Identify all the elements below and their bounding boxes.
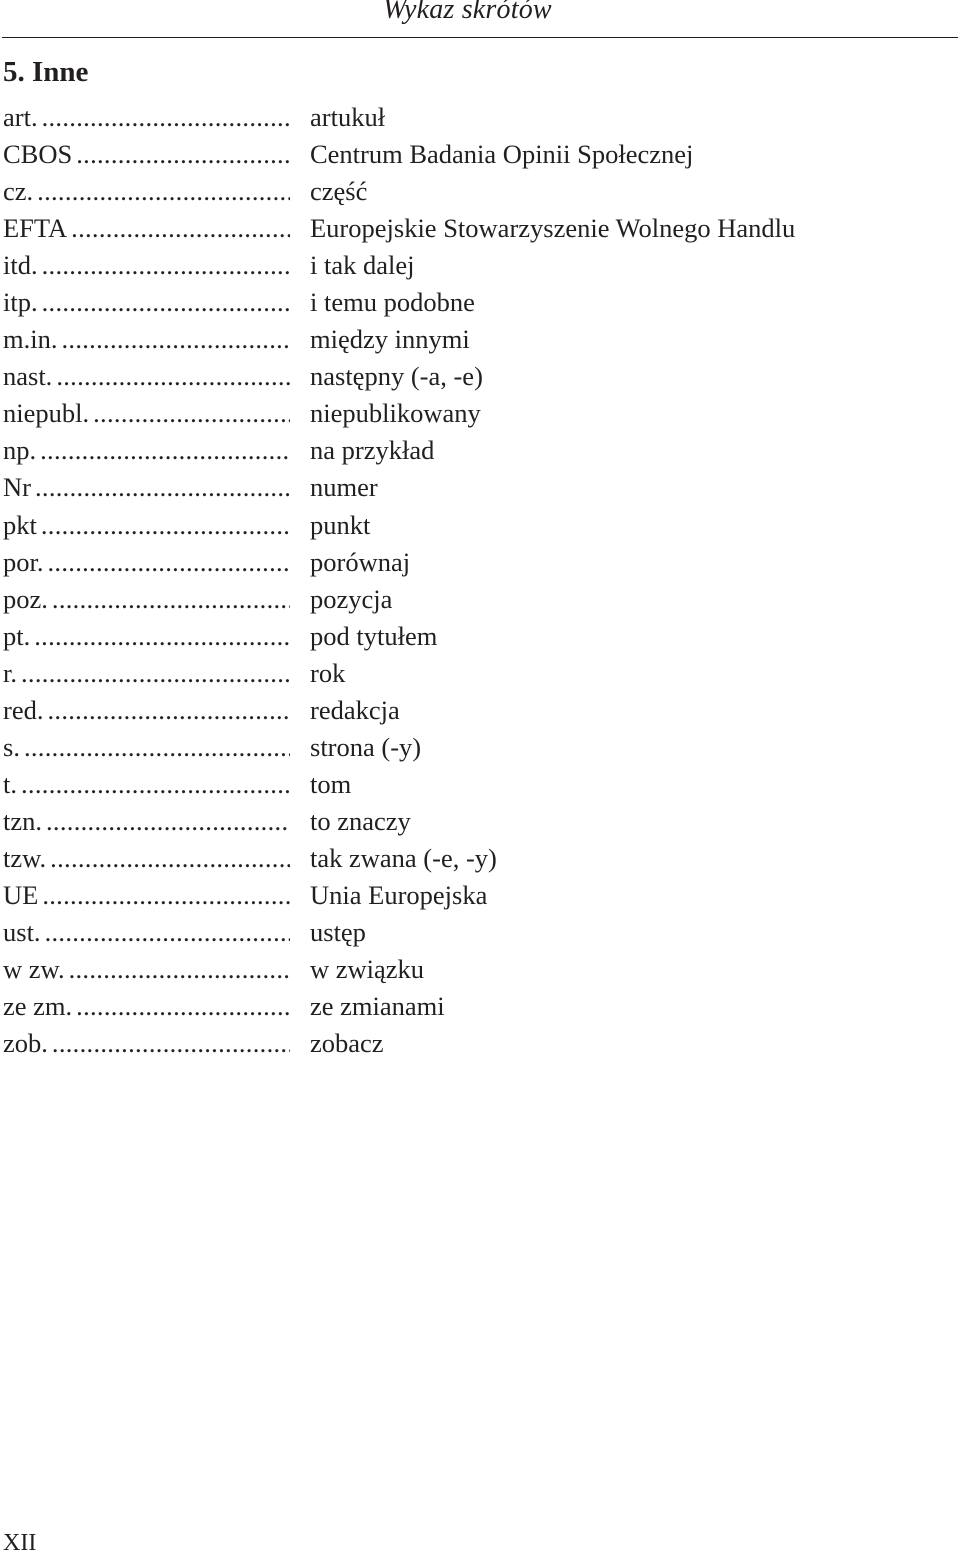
abbreviation-row <box>3 395 943 432</box>
abbreviation-meaning: w związku <box>310 954 425 985</box>
abbreviation-row <box>3 581 943 618</box>
abbreviation-list <box>3 99 943 1062</box>
page-number: XII <box>3 1530 37 1556</box>
abbreviation-meaning: i temu podobne <box>310 287 475 318</box>
abbreviation-term: ust...... <box>3 914 290 951</box>
abbreviation-term: niepubl...... <box>3 395 290 432</box>
abbreviation-row <box>3 507 943 544</box>
abbreviation-row <box>3 692 943 729</box>
abbreviation-term: w zw...... <box>3 951 290 988</box>
abbreviation-meaning: strona (-y) <box>310 731 422 762</box>
abbreviation-term: itd...... <box>3 247 290 284</box>
abbreviation-row <box>3 618 943 655</box>
abbreviation-meaning: numer <box>310 472 378 503</box>
abbreviation-meaning: pod tytułem <box>310 620 438 651</box>
abbreviation-row <box>3 173 943 210</box>
abbreviation-row <box>3 729 943 766</box>
abbreviation-row <box>3 1025 943 1062</box>
abbreviation-row <box>3 432 943 469</box>
abbreviation-term: pt...... <box>3 618 290 655</box>
section-heading: 5. Inne <box>3 56 89 88</box>
abbreviation-meaning: zobacz <box>310 1028 384 1059</box>
abbreviation-term: tzw...... <box>3 840 290 877</box>
abbreviation-meaning: część <box>310 176 368 207</box>
abbreviation-term: tzn...... <box>3 803 290 840</box>
abbreviation-meaning: redakcja <box>310 694 400 725</box>
abbreviation-row <box>3 469 943 506</box>
abbreviation-row <box>3 321 943 358</box>
abbreviation-term: UE..... <box>3 877 290 914</box>
abbreviation-meaning: ze zmianami <box>310 991 445 1022</box>
abbreviation-row <box>3 655 943 692</box>
abbreviation-term: nast...... <box>3 358 290 395</box>
abbreviation-term: itp...... <box>3 284 290 321</box>
abbreviation-meaning: na przykład <box>310 435 435 466</box>
abbreviation-term: t...... <box>3 766 290 803</box>
abbreviation-row <box>3 988 943 1025</box>
abbreviation-term: ze zm...... <box>3 988 290 1025</box>
abbreviation-term: r...... <box>3 655 290 692</box>
abbreviation-row <box>3 951 943 988</box>
abbreviation-meaning: rok <box>310 657 346 688</box>
abbreviation-term: m.in...... <box>3 321 290 358</box>
abbreviation-meaning: to znaczy <box>310 805 411 836</box>
abbreviation-row <box>3 914 943 951</box>
abbreviation-meaning: tak zwana (-e, -y) <box>310 842 497 873</box>
abbreviation-term: CBOS..... <box>3 136 290 173</box>
abbreviation-meaning: Unia Europejska <box>310 879 488 910</box>
abbreviation-meaning: tom <box>310 768 352 799</box>
abbreviation-row <box>3 877 943 914</box>
running-header-title: Wykaz skrótów <box>383 0 552 25</box>
abbreviation-row <box>3 284 943 321</box>
abbreviation-meaning: i tak dalej <box>310 250 415 281</box>
abbreviation-term: s...... <box>3 729 290 766</box>
abbreviation-meaning: pozycja <box>310 583 393 614</box>
abbreviation-row <box>3 99 943 136</box>
abbreviation-row <box>3 210 943 247</box>
abbreviation-meaning: Centrum Badania Opinii Społecznej <box>310 139 694 170</box>
abbreviation-meaning: następny (-a, -e) <box>310 361 483 392</box>
abbreviation-term: poz...... <box>3 581 290 618</box>
abbreviation-row <box>3 840 943 877</box>
abbreviation-row <box>3 803 943 840</box>
abbreviation-meaning: Europejskie Stowarzyszenie Wolnego Handlu <box>310 213 796 244</box>
abbreviation-meaning: ustęp <box>310 917 366 948</box>
abbreviation-term: red...... <box>3 692 290 729</box>
abbreviation-row <box>3 247 943 284</box>
abbreviation-row <box>3 766 943 803</box>
abbreviation-term: zob...... <box>3 1025 290 1062</box>
abbreviation-meaning: niepublikowany <box>310 398 481 429</box>
abbreviation-term: Nr..... <box>3 469 290 506</box>
header-rule <box>2 37 958 38</box>
abbreviation-row <box>3 358 943 395</box>
abbreviation-meaning: artukuł <box>310 102 386 132</box>
abbreviation-meaning: porównaj <box>310 546 411 577</box>
abbreviation-term: art...... <box>3 99 290 136</box>
abbreviation-term: por...... <box>3 544 290 581</box>
abbreviation-row <box>3 544 943 581</box>
abbreviation-term: EFTA..... <box>3 210 290 247</box>
abbreviation-term: cz...... <box>3 173 290 210</box>
abbreviation-term: pkt..... <box>3 507 290 544</box>
abbreviation-term: np...... <box>3 432 290 469</box>
abbreviation-meaning: punkt <box>310 509 371 540</box>
abbreviation-meaning: między innymi <box>310 324 470 355</box>
abbreviation-row <box>3 136 943 173</box>
